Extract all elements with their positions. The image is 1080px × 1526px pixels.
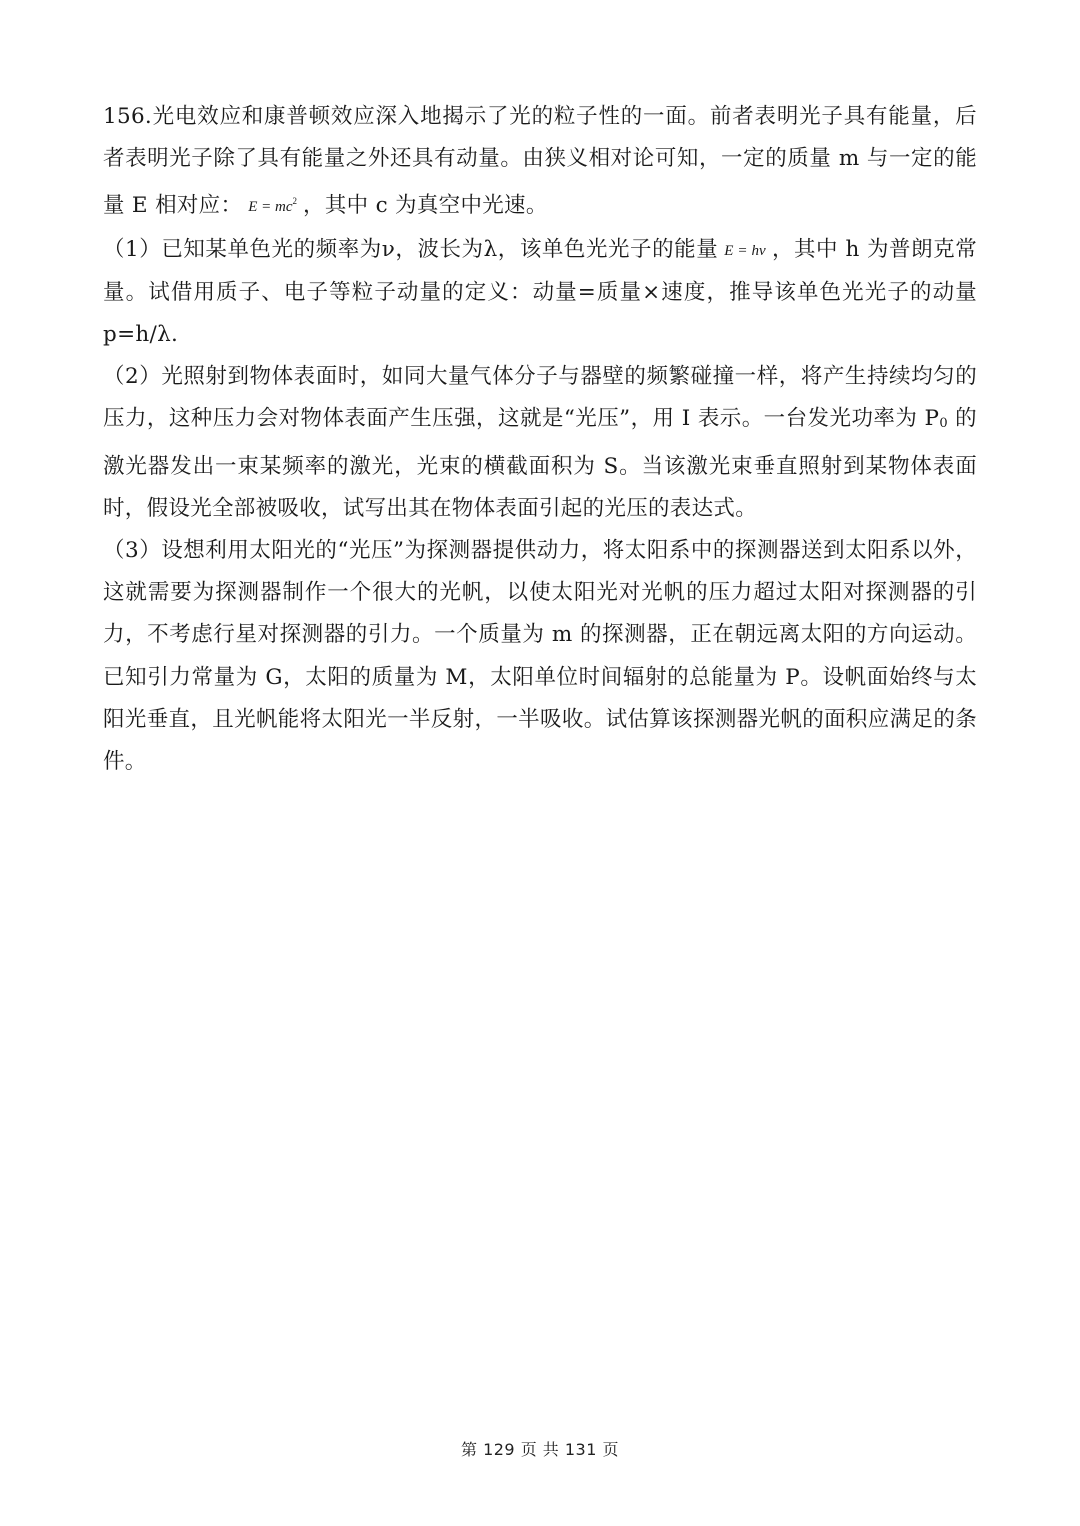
problem-intro [103, 96, 977, 229]
p0-subscript: 0 [939, 416, 948, 432]
problem-part-1 [103, 229, 977, 357]
problem-part-2 [103, 356, 977, 530]
part1-text-b: ，其中 h 为普朗克常量。试借用质子、电子等粒子动量的定义：动量=质量×速度，推导该单色光光子的动量 p=h/λ. [103, 236, 977, 348]
formula-e-mc2-base: E = mc [248, 199, 293, 216]
formula-e-mc2-exponent: 2 [292, 196, 298, 207]
formula-e-hv: E = hν [724, 242, 766, 259]
problem-156 [103, 96, 977, 783]
page-footer: 第 129 页 共 131 页 [460, 1440, 619, 1459]
problem-part-3: （3）设想利用太阳光的“光压”为探测器提供动力，将太阳系中的探测器送到太阳系以外，这就需要为探测器制作一个很大的光帆，以使太阳光对光帆的压力超过太阳对探测器的引力，不考虑行星对探测器的引力。一个质量为 m 的探测器，正在朝远离太阳的方向运动。已知引力常量为 G，太阳的质量为 M，太阳单位时间辐射的总能量为 P。设帆面始终与太阳光垂直，且光帆能将太阳光一半反射，一半吸收。试估算该探测器光帆的面积应满足的条件。 [103, 538, 977, 775]
intro-text-2: ，其中 c 为真空中光速。 [303, 193, 548, 219]
formula-e-mc2 [242, 196, 303, 216]
intro-text-1: 156.光电效应和康普顿效应深入地揭示了光的粒子性的一面。前者表明光子具有能量，后者表明光子除了具有能量之外还具有动量。由狭义相对论可知，一定的质量 m 与一定的能量 E 相对应： [103, 104, 977, 219]
part2-text-b: 的激光器发出一束某频率的激光，光束的横截面积为 S。当该激光束垂直照射到某物体表面时，假设光全部被吸收，试写出其在物体表面引起的光压的表达式。 [103, 406, 977, 521]
part2-text-a: （2）光照射到物体表面时，如同大量气体分子与器壁的频繁碰撞一样，将产生持续均匀的压力，这种压力会对物体表面产生压强，这就是“光压”，用 I 表示。一台发光功率为 P [103, 364, 977, 432]
part1-text-a: （1）已知某单色光的频率为ν，波长为λ，该单色光光子的能量 [103, 236, 719, 262]
